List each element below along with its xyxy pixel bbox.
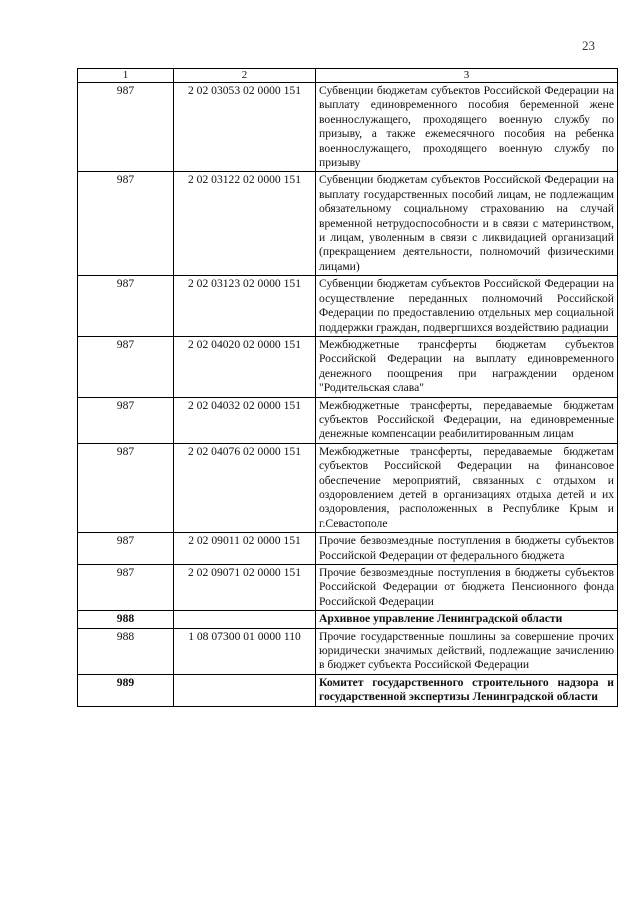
table-row <box>78 83 618 172</box>
budget-classification-code: 2 02 09071 02 0000 151 <box>174 565 316 611</box>
revenue-description: Субвенции бюджетам субъектов Российской Федерации на выплату единовременного пособия беременной жене военнослужащего, проходящего военную службу по призыву, а также ежемесячного пособия на ребенка военнослужащего, проходящего военную службу по призыву <box>316 83 618 172</box>
admin-code: 989 <box>78 674 174 706</box>
budget-classification-code <box>174 674 316 706</box>
table-row <box>78 397 618 443</box>
table-row <box>78 276 618 337</box>
admin-code: 987 <box>78 565 174 611</box>
table-header-row <box>78 69 618 83</box>
revenue-description: Межбюджетные трансферты, передаваемые бюджетам субъектов Российской Федерации на финансовое обеспечение мероприятий, связанных с отдыхом и оздоровлением детей в организациях отдыха детей и их оздоровления, расположенных в Республике Крым и г.Севастополе <box>316 443 618 532</box>
budget-classification-code: 1 08 07300 01 0000 110 <box>174 628 316 674</box>
revenue-description: Прочие безвозмездные поступления в бюджеты субъектов Российской Федерации от бюджета Пенсионного фонда Российской Федерации <box>316 565 618 611</box>
admin-code: 987 <box>78 276 174 337</box>
column-header-1: 1 <box>78 69 174 83</box>
table-row <box>78 565 618 611</box>
admin-code: 987 <box>78 336 174 397</box>
budget-classification-code: 2 02 03122 02 0000 151 <box>174 172 316 276</box>
column-header-2: 2 <box>174 69 316 83</box>
administrator-name: Архивное управление Ленинградской области <box>316 611 618 628</box>
revenue-description: Субвенции бюджетам субъектов Российской Федерации на выплату государственных пособий лицам, не подлежащим обязательному социальному страхованию на случай временной нетрудоспособности и в связи с материнством, и лицам, уволенным в связи с ликвидацией организаций (прекращением деятельности, полномочий физическими лицами) <box>316 172 618 276</box>
budget-code-table <box>77 68 618 707</box>
revenue-description: Межбюджетные трансферты, передаваемые бюджетам субъектов Российской Федерации, на единовременные денежные компенсации реабилитированным лицам <box>316 397 618 443</box>
admin-code: 988 <box>78 628 174 674</box>
revenue-description: Межбюджетные трансферты бюджетам субъектов Российской Федерации на выплату единовременного денежного поощрения при награждении орденом "Родительская слава" <box>316 336 618 397</box>
admin-code: 987 <box>78 83 174 172</box>
admin-code: 987 <box>78 172 174 276</box>
budget-classification-code: 2 02 03123 02 0000 151 <box>174 276 316 337</box>
administrator-heading-row <box>78 674 618 706</box>
table-row <box>78 628 618 674</box>
budget-classification-code <box>174 611 316 628</box>
table-row <box>78 443 618 532</box>
budget-classification-code: 2 02 04032 02 0000 151 <box>174 397 316 443</box>
administrator-heading-row <box>78 611 618 628</box>
budget-classification-code: 2 02 09011 02 0000 151 <box>174 533 316 565</box>
table-row <box>78 533 618 565</box>
admin-code: 987 <box>78 443 174 532</box>
revenue-description: Прочие безвозмездные поступления в бюджеты субъектов Российской Федерации от федерального бюджета <box>316 533 618 565</box>
column-header-3: 3 <box>316 69 618 83</box>
admin-code: 988 <box>78 611 174 628</box>
revenue-description: Субвенции бюджетам субъектов Российской Федерации на осуществление переданных полномочий Российской Федерации по предоставлению отдельных мер социальной поддержки граждан, подвергшихся воздействию радиации <box>316 276 618 337</box>
budget-classification-code: 2 02 04020 02 0000 151 <box>174 336 316 397</box>
budget-classification-code: 2 02 03053 02 0000 151 <box>174 83 316 172</box>
admin-code: 987 <box>78 397 174 443</box>
budget-classification-code: 2 02 04076 02 0000 151 <box>174 443 316 532</box>
administrator-name: Комитет государственного строительного надзора и государственной экспертизы Ленинградской области <box>316 674 618 706</box>
page-number: 23 <box>582 38 595 53</box>
table-row <box>78 336 618 397</box>
admin-code: 987 <box>78 533 174 565</box>
revenue-description: Прочие государственные пошлины за совершение прочих юридически значимых действий, подлежащие зачислению в бюджет субъекта Российской Федерации <box>316 628 618 674</box>
table-row <box>78 172 618 276</box>
